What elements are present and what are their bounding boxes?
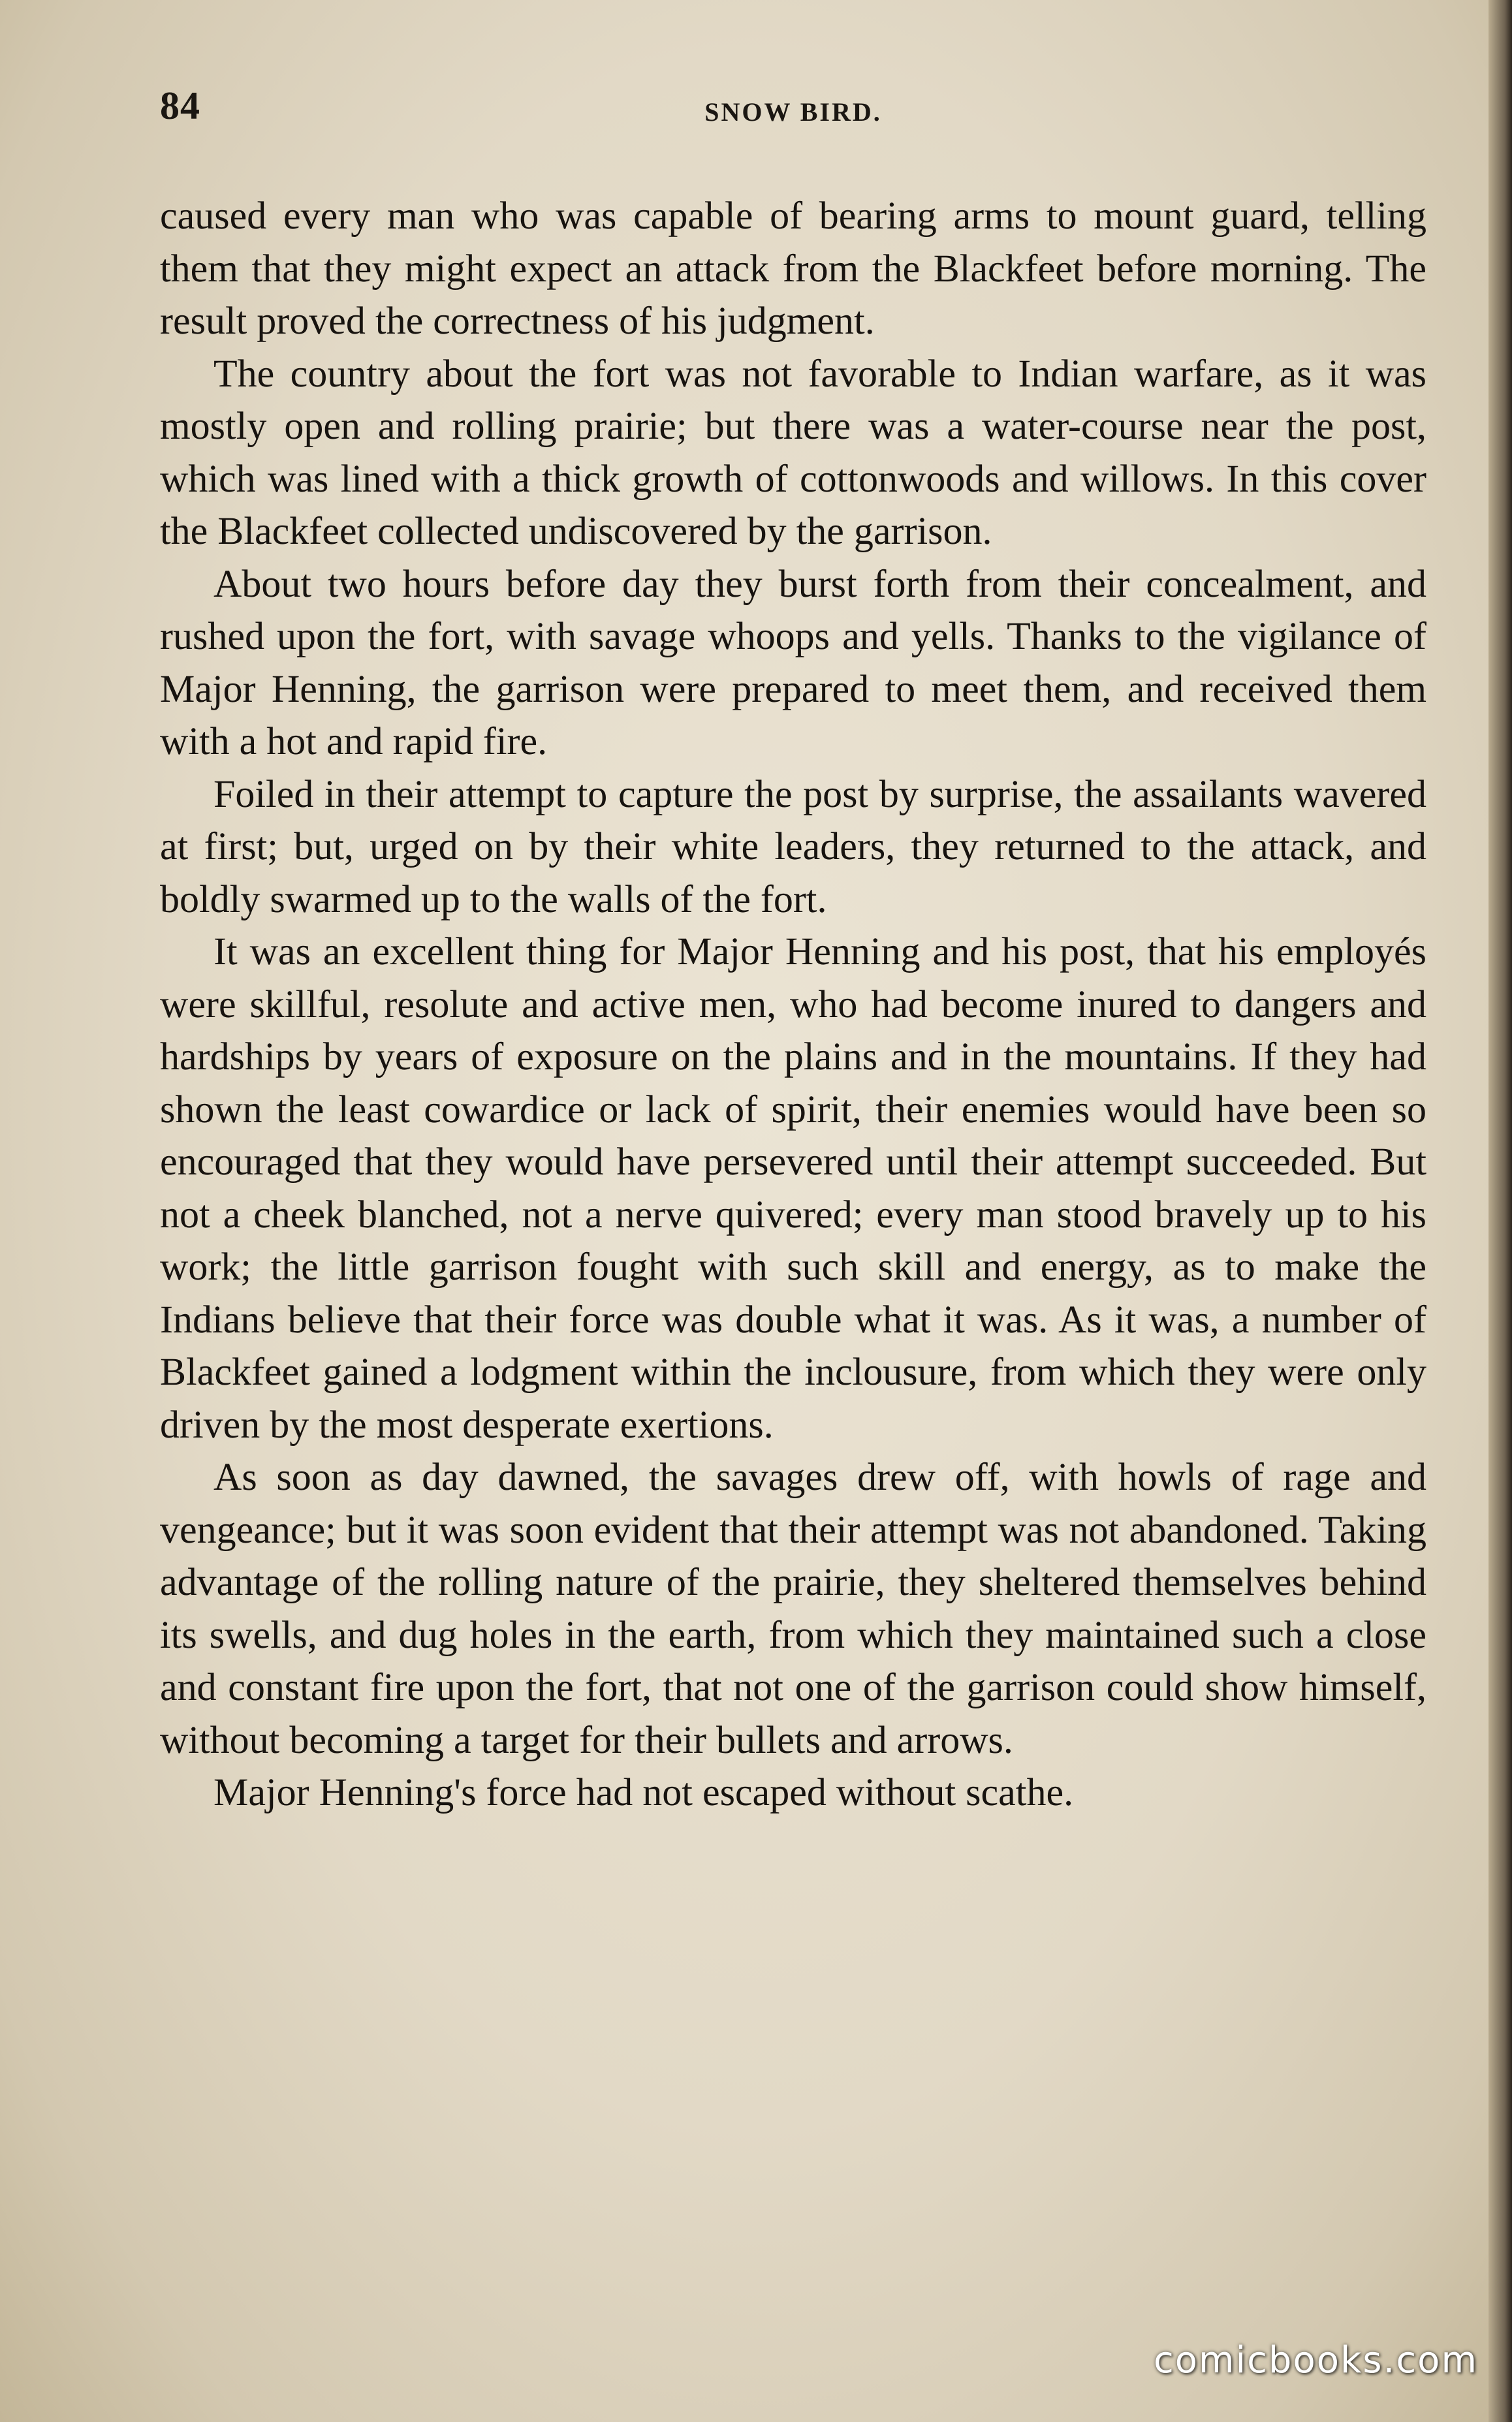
paragraph: It was an excellent thing for Major Henning and his post, that his employés were skillful, resolute and active men, who had become inured to dangers and hardships by years of exposure on the plains and in the mountains. If they had shown the least cowardice or lack of spirit, their enemies would have been so encouraged that they would have persevered until their attempt succeeded. But not a cheek blanched, not a nerve quivered; every man stood bravely up to his work; the little garrison fought with such skill and energy, as to make the Indians believe that their force was double what it was. As it was, a number of Blackfeet gained a lodgment within the inclousure, from which they were only driven by the most desperate exertions. [160,930,1426,1446]
paragraph: The country about the fort was not favorable to Indian warfare, as it was mostly open and rolling prairie; but there was a water-course near the post, which was lined with a thick growth of cottonwoods and willows. In this cover the Blackfeet collected undiscovered by the garrison. [160,351,1426,552]
paragraph: Major Henning's force had not escaped without scathe. [213,1770,1074,1814]
watermark: comicbooks.com [1153,2339,1478,2382]
paragraph: Foiled in their attempt to capture the post by surprise, the assailants wavered at first; but, urged on by their white leaders, they returned to the attack, and boldly swarmed up to the walls of the fort. [160,772,1426,920]
running-head: SNOW BIRD. [704,97,882,127]
paragraph: About two hours before day they burst forth from their concealment, and rushed upon the fort, with savage whoops and yells. Thanks to the vigilance of Major Henning, the garrison were prepared to meet them, and received them with a hot and rapid fire. [160,561,1426,763]
page-edge-shadow [1488,0,1512,2422]
page-number: 84 [160,84,200,127]
paragraph: As soon as day dawned, the savages drew off, with howls of rage and vengeance; but it was soon evident that their attempt was not abandoned. Taking advantage of the rolling nature of the prairie, they sheltered themselves behind its swells, and dug holes in the earth, from which they maintained such a close and constant fire upon the fort, that not one of the garrison could show himself, without becoming a target for their bullets and arrows. [160,1455,1426,1761]
page-header [160,84,1426,142]
paragraph: caused every man who was capable of bearing arms to mount guard, telling them that they might expect an attack from the Blackfeet before morning. The result proved the correctness of his judgment. [160,194,1426,342]
body-text [160,189,1426,1819]
